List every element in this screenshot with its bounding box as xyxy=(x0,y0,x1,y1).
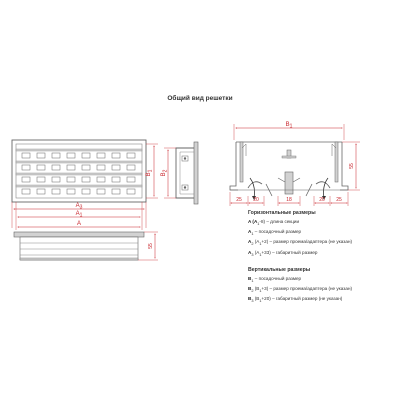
top-view xyxy=(14,232,144,260)
louver-slot xyxy=(67,189,75,194)
louver-slot xyxy=(22,165,30,170)
louver-slot xyxy=(37,177,45,182)
louver-slot xyxy=(127,189,135,194)
dimension-legend xyxy=(248,210,398,313)
section-top-label: $B_1$ xyxy=(285,122,293,130)
louver-slot xyxy=(52,165,60,170)
width-label-a: A xyxy=(76,221,82,227)
legend-row: A $(A_1-8)$ – длина секции xyxy=(248,219,300,227)
louver-slot xyxy=(97,189,105,194)
louver-slot xyxy=(112,177,120,182)
louver-bar xyxy=(16,149,142,151)
louver-slot xyxy=(82,189,90,194)
section-dim-2: 20 xyxy=(253,197,259,203)
width-label-a3: $A_3$ xyxy=(75,203,83,211)
legend-row: $A_3$ $(A_1+33)$ – габаритный размер xyxy=(248,249,318,257)
side-view xyxy=(176,142,198,204)
front-view xyxy=(12,140,146,202)
louver-slot xyxy=(112,189,120,194)
louver-slot xyxy=(22,177,30,182)
louver-bar xyxy=(16,185,142,187)
legend-row: $B_1$ – посадочный размер xyxy=(248,275,302,283)
section-dim-3: 18 xyxy=(286,197,292,203)
side-height-label: B xyxy=(161,172,167,177)
louver-slot xyxy=(127,165,135,170)
section-height-value: 55 xyxy=(349,163,355,169)
louver-slot xyxy=(97,153,105,158)
louver-slot xyxy=(82,165,90,170)
section-dim-5: 25 xyxy=(336,197,342,203)
louver-slot xyxy=(37,189,45,194)
louver-slot xyxy=(52,153,60,158)
section-dim-1: 25 xyxy=(236,197,242,203)
legend-row: $A_2$ $(A_1+2)$ – размер проема/адаптера (не указан) xyxy=(248,239,353,247)
louver-slot xyxy=(22,153,30,158)
louver-slot xyxy=(112,165,120,170)
louver-slot xyxy=(52,177,60,182)
top-view-height-value: 55 xyxy=(148,243,154,249)
svg-text:B1: $B_1$ xyxy=(146,169,154,177)
page-title: Общий вид решетки xyxy=(167,95,233,102)
louver-bar xyxy=(16,161,142,163)
louver-slot xyxy=(37,153,45,158)
louver-slot xyxy=(112,153,120,158)
louver-slot xyxy=(67,165,75,170)
louver-slot xyxy=(82,177,90,182)
legend-horizontal xyxy=(248,210,398,259)
louver-slot xyxy=(37,165,45,170)
louver-slot xyxy=(82,153,90,158)
front-height-label: B xyxy=(146,172,152,177)
legend-row: $A_1$ – посадочный размер xyxy=(248,229,302,237)
legend-vertical xyxy=(248,267,398,306)
legend-row: $B_2$ $(B_1+3)$ – размер проема/адаптера (не указан) xyxy=(248,285,353,293)
louver-slot xyxy=(67,177,75,182)
louver-slot xyxy=(97,165,105,170)
width-label-a1: $A_1$ xyxy=(75,211,83,219)
svg-text:B2: $B_2$ xyxy=(161,169,169,177)
section-dim-4: 20 xyxy=(319,197,325,203)
section-view xyxy=(230,122,360,206)
louver-slot xyxy=(22,189,30,194)
front-height-dimension xyxy=(146,144,158,198)
louver-slot xyxy=(52,189,60,194)
legend-horizontal-header: Горизонтальные размеры xyxy=(248,210,316,216)
front-width-dimensions xyxy=(12,202,146,230)
louver-slot xyxy=(127,177,135,182)
legend-vertical-header: Вертикальные размеры xyxy=(248,266,311,273)
louver-slot xyxy=(127,153,135,158)
louver-slot xyxy=(97,177,105,182)
louver-bar xyxy=(16,173,142,175)
legend-row: $B_3$ $(B_1+20)$ – габаритный размер (не указан) xyxy=(248,296,343,303)
side-height-dimension xyxy=(161,148,176,198)
louver-slot xyxy=(67,153,75,158)
